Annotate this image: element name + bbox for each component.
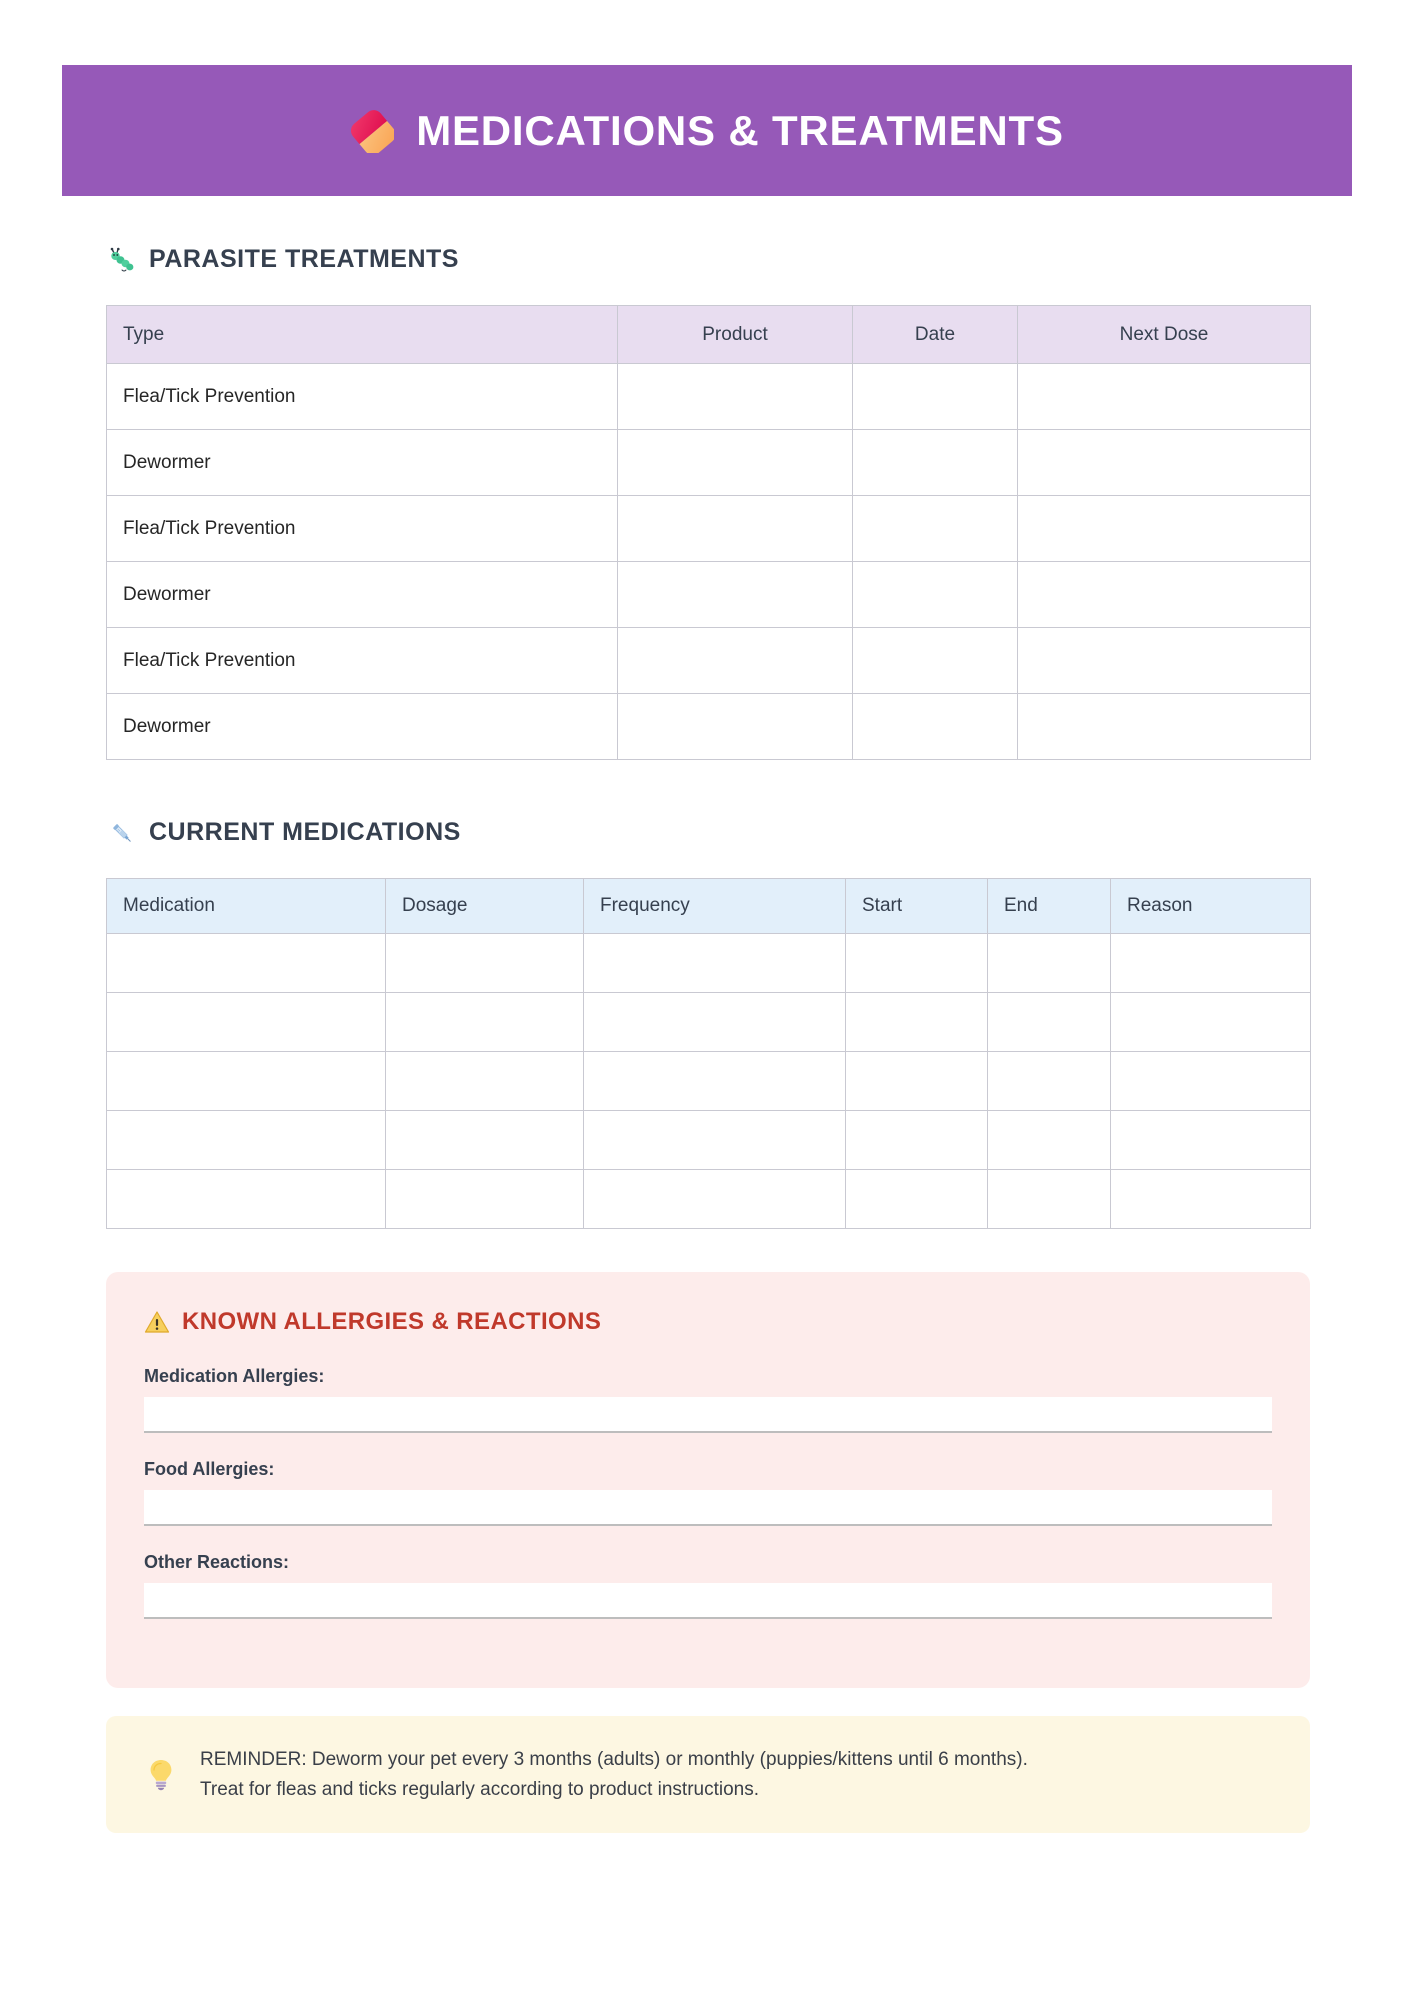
syringe-icon	[108, 819, 136, 847]
cell-type[interactable]: Flea/Tick Prevention	[107, 628, 618, 694]
section-heading-parasite-treatments	[108, 245, 459, 274]
cell-date[interactable]	[853, 694, 1018, 760]
cell-next-dose[interactable]	[1018, 364, 1311, 430]
field-group-food-allergies	[144, 1459, 1272, 1526]
table-header-row	[107, 306, 1311, 364]
cell-start[interactable]	[846, 1111, 988, 1170]
cell-product[interactable]	[618, 430, 853, 496]
parasite-treatments-table	[106, 305, 1311, 760]
cell-end[interactable]	[988, 1111, 1111, 1170]
cell-end[interactable]	[988, 1170, 1111, 1229]
cell-reason[interactable]	[1111, 1170, 1311, 1229]
column-header-start: Start	[846, 879, 988, 934]
cell-next-dose[interactable]	[1018, 430, 1311, 496]
column-header-date: Date	[853, 306, 1018, 364]
cell-medication[interactable]	[107, 993, 386, 1052]
allergies-heading	[144, 1308, 1272, 1336]
cell-product[interactable]	[618, 562, 853, 628]
cell-type[interactable]: Flea/Tick Prevention	[107, 496, 618, 562]
column-header-dosage: Dosage	[386, 879, 584, 934]
table-row	[107, 364, 1311, 430]
cell-reason[interactable]	[1111, 993, 1311, 1052]
cell-product[interactable]	[618, 694, 853, 760]
column-header-end: End	[988, 879, 1111, 934]
column-header-reason: Reason	[1111, 879, 1311, 934]
table-row	[107, 694, 1311, 760]
section-heading-label: PARASITE TREATMENTS	[149, 245, 459, 273]
table-row	[107, 1170, 1311, 1229]
current-medications-table	[106, 878, 1311, 1229]
cell-next-dose[interactable]	[1018, 628, 1311, 694]
cell-product[interactable]	[618, 628, 853, 694]
warning-triangle-icon	[144, 1309, 170, 1335]
column-header-type: Type	[107, 306, 618, 364]
cell-product[interactable]	[618, 496, 853, 562]
label-other-reactions: Other Reactions:	[144, 1552, 290, 1572]
table-row	[107, 562, 1311, 628]
cell-date[interactable]	[853, 430, 1018, 496]
lightbulb-icon	[146, 1758, 176, 1792]
cell-start[interactable]	[846, 993, 988, 1052]
cell-end[interactable]	[988, 934, 1111, 993]
cell-next-dose[interactable]	[1018, 496, 1311, 562]
food-allergies-input[interactable]	[144, 1490, 1272, 1526]
medication-allergies-input[interactable]	[144, 1397, 1272, 1433]
cell-date[interactable]	[853, 562, 1018, 628]
cell-date[interactable]	[853, 628, 1018, 694]
cell-next-dose[interactable]	[1018, 694, 1311, 760]
cell-dosage[interactable]	[386, 1111, 584, 1170]
column-header-medication: Medication	[107, 879, 386, 934]
cell-end[interactable]	[988, 993, 1111, 1052]
cell-reason[interactable]	[1111, 1052, 1311, 1111]
column-header-next-dose: Next Dose	[1018, 306, 1311, 364]
table-row	[107, 430, 1311, 496]
cell-product[interactable]	[618, 364, 853, 430]
field-group-medication-allergies	[144, 1366, 1272, 1433]
section-heading-current-medications	[108, 818, 461, 847]
pill-icon	[350, 109, 394, 153]
cell-frequency[interactable]	[584, 1170, 846, 1229]
cell-frequency[interactable]	[584, 993, 846, 1052]
table-row	[107, 934, 1311, 993]
cell-medication[interactable]	[107, 1170, 386, 1229]
cell-date[interactable]	[853, 496, 1018, 562]
cell-frequency[interactable]	[584, 1111, 846, 1170]
table-row	[107, 496, 1311, 562]
reminder-line-2: Treat for fleas and ticks regularly according to product instructions.	[200, 1778, 759, 1800]
page-title: MEDICATIONS & TREATMENTS	[416, 106, 1064, 154]
cell-dosage[interactable]	[386, 1052, 584, 1111]
cell-frequency[interactable]	[584, 934, 846, 993]
allergies-heading-label: KNOWN ALLERGIES & REACTIONS	[182, 1308, 602, 1335]
cell-start[interactable]	[846, 934, 988, 993]
cell-frequency[interactable]	[584, 1052, 846, 1111]
label-medication-allergies: Medication Allergies:	[144, 1366, 325, 1386]
table-row	[107, 628, 1311, 694]
cell-reason[interactable]	[1111, 934, 1311, 993]
reminder-text-block	[200, 1745, 1028, 1804]
cell-type[interactable]: Dewormer	[107, 694, 618, 760]
table-row	[107, 1052, 1311, 1111]
cell-type[interactable]: Flea/Tick Prevention	[107, 364, 618, 430]
cell-next-dose[interactable]	[1018, 562, 1311, 628]
column-header-product: Product	[618, 306, 853, 364]
reminder-box	[106, 1716, 1310, 1833]
table-row	[107, 1111, 1311, 1170]
cell-medication[interactable]	[107, 1052, 386, 1111]
label-food-allergies: Food Allergies:	[144, 1459, 275, 1479]
known-allergies-panel	[106, 1272, 1310, 1688]
caterpillar-icon	[108, 246, 136, 274]
cell-dosage[interactable]	[386, 1170, 584, 1229]
section-heading-label: CURRENT MEDICATIONS	[149, 818, 461, 846]
cell-type[interactable]: Dewormer	[107, 430, 618, 496]
other-reactions-input[interactable]	[144, 1583, 1272, 1619]
cell-reason[interactable]	[1111, 1111, 1311, 1170]
cell-end[interactable]	[988, 1052, 1111, 1111]
cell-dosage[interactable]	[386, 934, 584, 993]
cell-dosage[interactable]	[386, 993, 584, 1052]
cell-medication[interactable]	[107, 934, 386, 993]
field-group-other-reactions	[144, 1552, 1272, 1619]
page-header-banner	[62, 65, 1352, 196]
cell-start[interactable]	[846, 1170, 988, 1229]
table-header-row	[107, 879, 1311, 934]
cell-date[interactable]	[853, 364, 1018, 430]
cell-type[interactable]: Dewormer	[107, 562, 618, 628]
cell-start[interactable]	[846, 1052, 988, 1111]
cell-medication[interactable]	[107, 1111, 386, 1170]
table-row	[107, 993, 1311, 1052]
reminder-line-1: REMINDER: Deworm your pet every 3 months (adults) or monthly (puppies/kittens until 6 months).	[200, 1749, 1028, 1771]
column-header-frequency: Frequency	[584, 879, 846, 934]
